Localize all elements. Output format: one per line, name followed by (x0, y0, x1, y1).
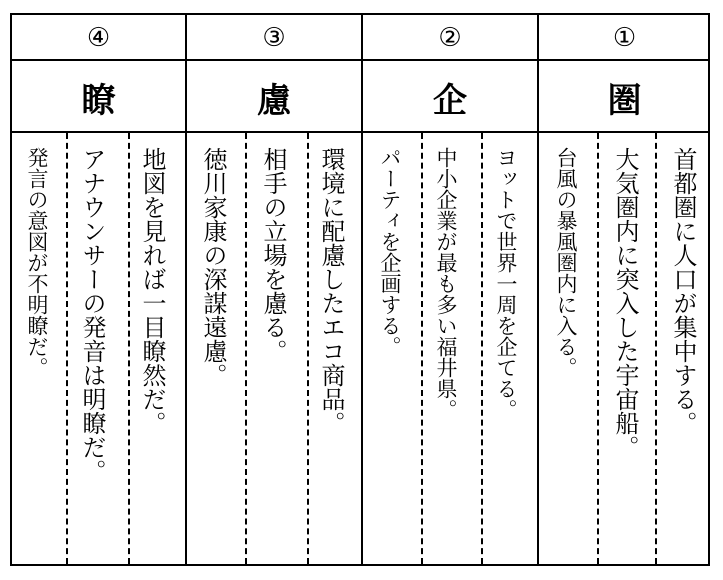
example-sentence: 中小企業が最も多い福井県。 (434, 147, 458, 420)
example-sentence: パーティを企画する。 (378, 147, 402, 357)
dashed-divider (307, 133, 309, 564)
dashed-divider (128, 133, 130, 564)
column-2 (363, 15, 537, 564)
example-sentence: 発言の意図が不明瞭だ。 (25, 147, 49, 378)
dashed-divider (655, 133, 657, 564)
dashed-divider (421, 133, 423, 564)
dashed-divider (597, 133, 599, 564)
column-number: ② (438, 23, 462, 53)
target-kanji: 慮 (257, 80, 291, 121)
column-1 (539, 15, 710, 564)
column-number: ① (612, 23, 637, 53)
target-kanji: 企 (433, 80, 467, 121)
example-sentence: 徳川家康の深謀遠慮。 (199, 147, 227, 387)
example-sentence: 環境に配慮したエコ商品。 (317, 147, 345, 435)
column-number: ④ (86, 23, 111, 53)
column-4 (12, 15, 185, 564)
target-kanji: 瞭 (81, 80, 116, 121)
target-kanji: 圏 (607, 80, 642, 121)
column-number: ③ (262, 23, 286, 53)
example-sentence: 相手の立場を慮る。 (259, 147, 287, 363)
example-sentence: 首都圏に人口が集中する。 (669, 147, 697, 435)
example-sentence: 地図を見れば一目瞭然だ。 (138, 147, 166, 435)
dashed-divider (481, 133, 483, 564)
example-sentence: アナウンサーの発音は明瞭だ。 (78, 147, 106, 483)
dashed-divider (66, 133, 68, 564)
example-sentence: ヨットで世界一周を企てる。 (494, 147, 518, 420)
dashed-divider (245, 133, 247, 564)
example-sentence: 大気圏内に突入した宇宙船。 (611, 147, 639, 459)
example-sentence: 台風の暴風圏内に入る。 (554, 147, 578, 378)
column-3 (187, 15, 361, 564)
kanji-worksheet-table (10, 13, 710, 566)
